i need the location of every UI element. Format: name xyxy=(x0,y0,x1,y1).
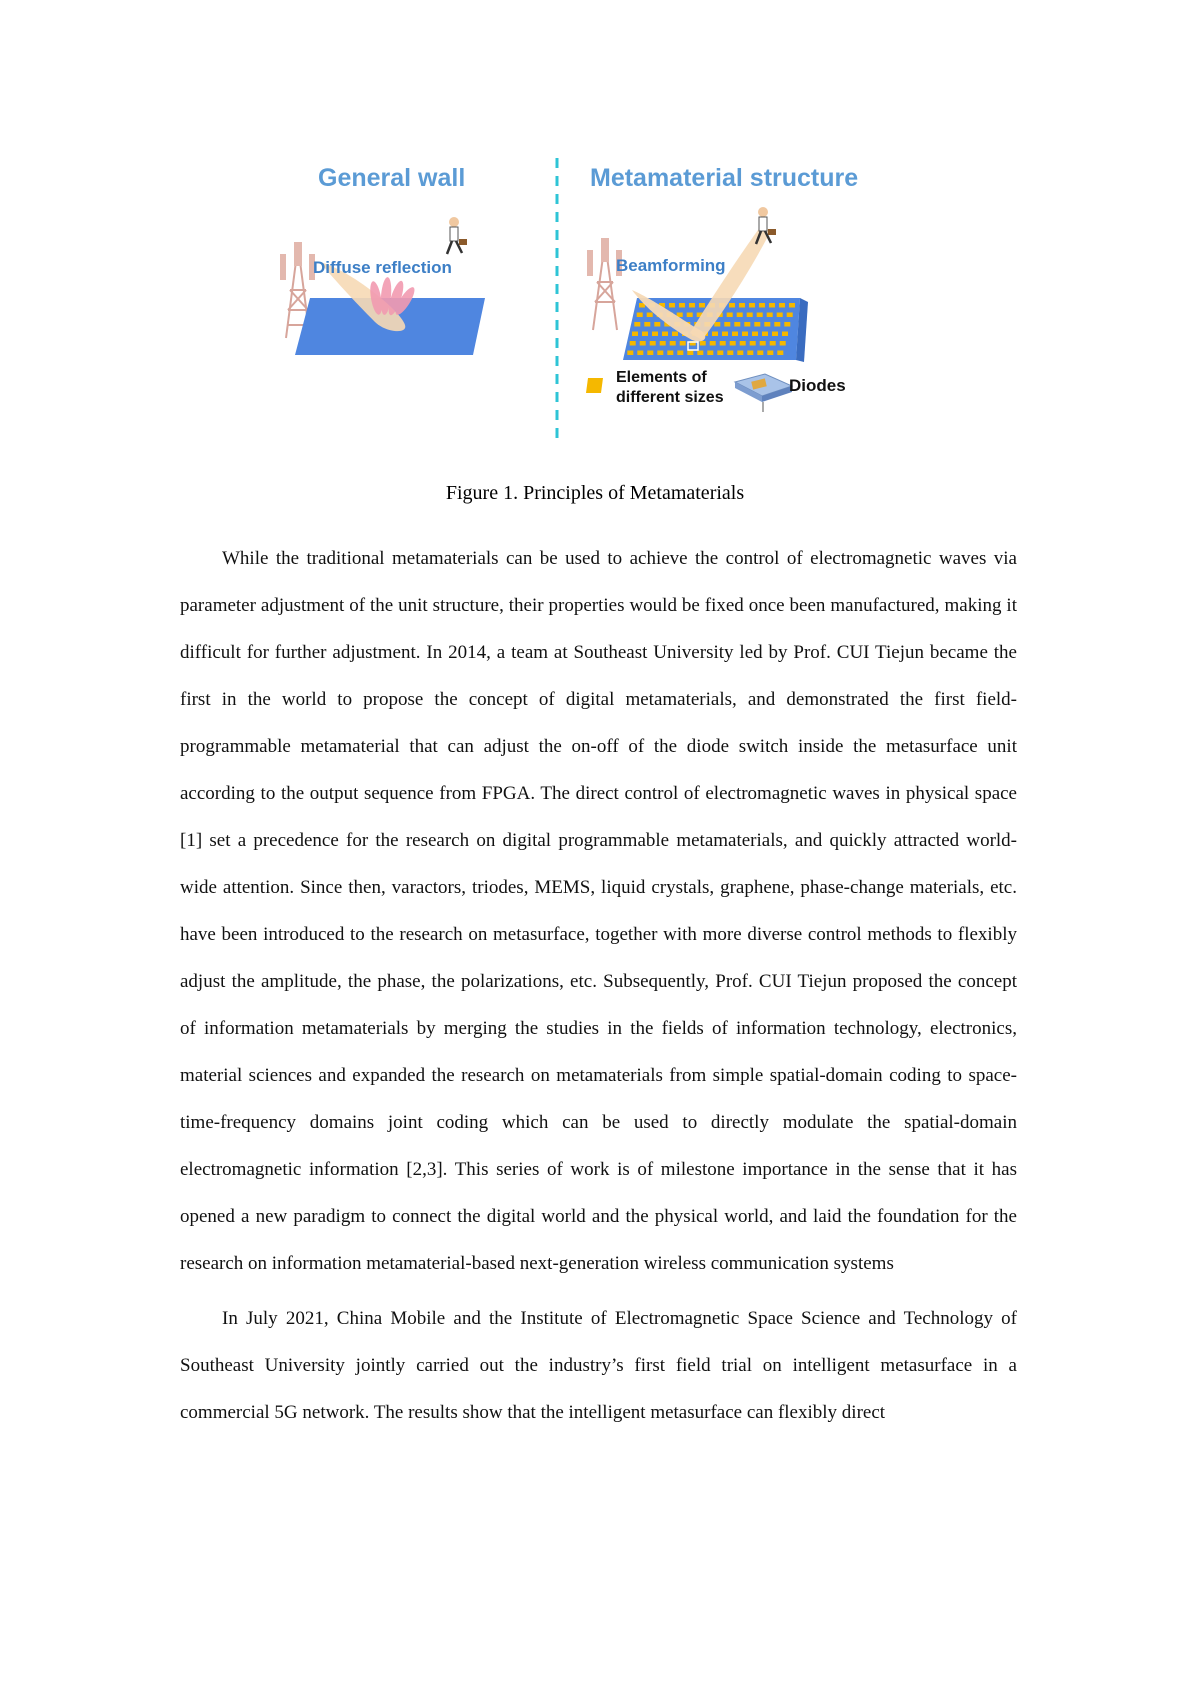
metasurface-element xyxy=(689,303,695,308)
metasurface-element xyxy=(747,313,753,318)
legend-elements-label xyxy=(616,368,724,408)
metasurface-element xyxy=(647,313,653,318)
metasurface-element xyxy=(757,313,763,318)
metasurface-element xyxy=(634,322,640,327)
metasurface-element xyxy=(632,332,638,337)
metasurface-element xyxy=(777,313,783,318)
cell-tower-icon-right xyxy=(587,238,622,330)
figure-principles xyxy=(260,150,940,450)
metasurface-element xyxy=(789,303,795,308)
metasurface-element xyxy=(637,313,643,318)
legend-elements-line2: different sizes xyxy=(616,389,724,406)
metasurface-element xyxy=(772,332,778,337)
paragraph-2: In July 2021, China Mobile and the Institute of Electromagnetic Space Science and Technology of Southeast University jointly carried out the industry’s first field trial on intelligent metasurface in a commercial 5G network. The results show that the intelligent metasurface can flexibly direct xyxy=(180,1308,1017,1423)
metasurface-element xyxy=(710,341,716,346)
metasurface-element xyxy=(769,303,775,308)
metasurface-element xyxy=(787,313,793,318)
metasurface-element xyxy=(754,322,760,327)
metasurface-element xyxy=(760,341,766,346)
metasurface-element xyxy=(714,322,720,327)
metasurface-element xyxy=(660,341,666,346)
person-icon-left xyxy=(447,217,467,254)
figure-illustration xyxy=(260,150,940,450)
metasurface-element xyxy=(734,322,740,327)
metasurface-element xyxy=(762,332,768,337)
metasurface-element xyxy=(654,322,660,327)
metasurface-element xyxy=(680,341,686,346)
metasurface-element xyxy=(757,351,763,356)
diode-chip-icon xyxy=(735,374,792,412)
diffuse-reflection-label: Diffuse reflection xyxy=(313,258,452,277)
metasurface-element xyxy=(662,332,668,337)
body-text xyxy=(180,535,1017,1444)
metasurface-element xyxy=(729,303,735,308)
metasurface-element xyxy=(730,341,736,346)
metasurface-element xyxy=(739,303,745,308)
metasurface-element xyxy=(630,341,636,346)
metasurface-element xyxy=(780,341,786,346)
metasurface-element xyxy=(642,332,648,337)
metasurface-element xyxy=(667,351,673,356)
beamforming-label: Beamforming xyxy=(616,256,726,275)
metasurface-element xyxy=(770,341,776,346)
metasurface-element xyxy=(782,332,788,337)
metasurface-element xyxy=(752,332,758,337)
metasurface-element xyxy=(677,351,683,356)
metasurface-element xyxy=(777,351,783,356)
metasurface-element xyxy=(669,303,675,308)
metasurface-element xyxy=(744,322,750,327)
metasurface-element xyxy=(657,351,663,356)
metasurface-element xyxy=(749,303,755,308)
legend-elements-line1: Elements of xyxy=(616,369,707,386)
metasurface-element xyxy=(644,322,650,327)
metasurface-element xyxy=(742,332,748,337)
metasurface-element xyxy=(737,351,743,356)
metasurface-element xyxy=(707,351,713,356)
metasurface-element xyxy=(732,332,738,337)
left-panel-title: General wall xyxy=(318,164,466,192)
element-swatch-icon xyxy=(586,378,603,393)
metasurface-element xyxy=(700,341,706,346)
metasurface-element xyxy=(637,351,643,356)
metasurface-element xyxy=(727,351,733,356)
metasurface-element xyxy=(712,332,718,337)
paragraph-1: While the traditional metamaterials can be used to achieve the control of electromagnetic waves via parameter adjustment of the unit structure, their properties would be fixed once been manufactured, making it difficult for further adjustment. In 2014, a team at Southeast University led by Prof. CUI Tiejun became the first in the world to propose the concept of digital metamaterials, and demonstrated the first field-programmable metamaterial that can adjust the on-off of the diode switch inside the metasurface unit according to the output sequence from FPGA. The direct control of electromagnetic waves in physical space [1] set a precedence for the research on digital programmable metamaterials, and quickly attracted world-wide attention. Since then, varactors, triodes, MEMS, liquid crystals, graphene, phase-change materials, etc. have been introduced to the research on metasurface, together with more diverse control methods to flexibly adjust the amplitude, the phase, the polarizations, etc. Subsequently, Prof. CUI Tiejun proposed the concept of information metamaterials by merging the studies in the fields of information technology, electronics, material sciences and expanded the research on metamaterials from simple spatial-domain coding to space-time-frequency domains joint coding which can be used to directly modulate the spatial-domain electromagnetic information [2,3]. This series of work is of milestone importance in the sense that it has opened a new paradigm to connect the digital world and the physical world, and laid the foundation for the research on information metamaterial-based next-generation wireless communication systems xyxy=(180,548,1017,1274)
metasurface-element xyxy=(720,341,726,346)
metasurface-element xyxy=(679,303,685,308)
metasurface-element xyxy=(647,351,653,356)
right-panel-title: Metamaterial structure xyxy=(590,164,859,192)
metasurface-element xyxy=(650,341,656,346)
metasurface-element xyxy=(784,322,790,327)
metasurface-element xyxy=(759,303,765,308)
metasurface-element xyxy=(747,351,753,356)
metasurface-element xyxy=(750,341,756,346)
metasurface-element xyxy=(737,313,743,318)
metasurface-element xyxy=(670,341,676,346)
metasurface-element xyxy=(687,313,693,318)
legend-diodes-label: Diodes xyxy=(789,376,846,395)
metasurface-element xyxy=(767,351,773,356)
metasurface-element xyxy=(767,313,773,318)
metasurface-element xyxy=(740,341,746,346)
metasurface-element xyxy=(727,313,733,318)
metasurface-element xyxy=(699,303,705,308)
metasurface-element xyxy=(672,332,678,337)
metasurface-element xyxy=(724,322,730,327)
metasurface-element xyxy=(652,332,658,337)
metasurface-element xyxy=(779,303,785,308)
metasurface-element xyxy=(640,341,646,346)
figure-caption: Figure 1. Principles of Metamaterials xyxy=(445,482,745,504)
metasurface-element xyxy=(764,322,770,327)
metasurface-element xyxy=(687,351,693,356)
metasurface-element xyxy=(697,351,703,356)
metasurface-element xyxy=(774,322,780,327)
metasurface-element xyxy=(717,351,723,356)
metasurface-element xyxy=(627,351,633,356)
metasurface-element xyxy=(722,332,728,337)
